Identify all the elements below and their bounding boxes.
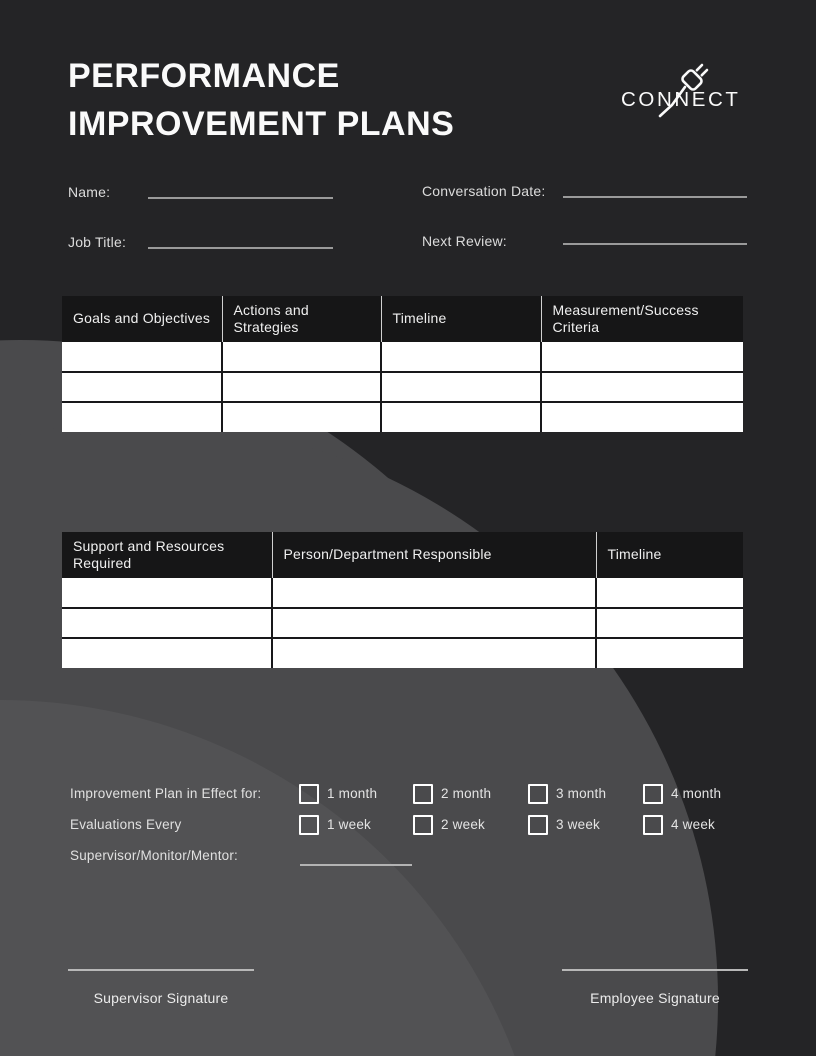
checkbox-label: 2 week bbox=[441, 817, 485, 832]
checkbox-label: 3 month bbox=[556, 786, 607, 801]
supervisor-mentor-input-line[interactable] bbox=[300, 864, 412, 866]
checkbox-label: 1 week bbox=[327, 817, 371, 832]
table-cell[interactable] bbox=[596, 638, 743, 668]
goals-col-header: Goals and Objectives bbox=[62, 296, 222, 342]
supervisor-signature-line[interactable] bbox=[68, 969, 254, 971]
checkbox-label: 3 week bbox=[556, 817, 600, 832]
table-cell[interactable] bbox=[62, 638, 272, 668]
checkbox-1-month[interactable] bbox=[299, 784, 319, 804]
table-cell[interactable] bbox=[541, 372, 743, 402]
supervisor-signature-label: Supervisor Signature bbox=[93, 990, 229, 1006]
checkbox-4-month[interactable] bbox=[643, 784, 663, 804]
page-title-line1: PERFORMANCE bbox=[68, 57, 340, 95]
table-cell[interactable] bbox=[62, 372, 222, 402]
support-table-header-row bbox=[62, 532, 743, 578]
support-col-header: Support and Resources Required bbox=[62, 532, 272, 578]
page-title-line2: IMPROVEMENT PLANS bbox=[68, 105, 455, 143]
support-table bbox=[62, 532, 743, 668]
table-cell[interactable] bbox=[62, 342, 222, 372]
checkbox-label: 2 month bbox=[441, 786, 492, 801]
table-cell[interactable] bbox=[222, 342, 381, 372]
table-row bbox=[62, 608, 743, 638]
conversation-date-label: Conversation Date: bbox=[422, 183, 546, 199]
table-cell[interactable] bbox=[62, 578, 272, 608]
effect-for-label: Improvement Plan in Effect for: bbox=[70, 786, 262, 801]
employee-signature-line[interactable] bbox=[562, 969, 748, 971]
checkbox-label: 4 week bbox=[671, 817, 715, 832]
timeline2-col-header: Timeline bbox=[596, 532, 743, 578]
table-cell[interactable] bbox=[222, 402, 381, 432]
logo-text: CONNECT bbox=[621, 88, 741, 111]
table-cell[interactable] bbox=[272, 608, 596, 638]
table-cell[interactable] bbox=[541, 402, 743, 432]
table-cell[interactable] bbox=[62, 608, 272, 638]
employee-signature-label: Employee Signature bbox=[590, 990, 720, 1006]
table-cell[interactable] bbox=[381, 342, 541, 372]
table-cell[interactable] bbox=[596, 608, 743, 638]
name-label: Name: bbox=[68, 184, 111, 200]
job-title-input-line[interactable] bbox=[148, 247, 333, 249]
conversation-date-input-line[interactable] bbox=[563, 196, 747, 198]
checkbox-3-month[interactable] bbox=[528, 784, 548, 804]
table-cell[interactable] bbox=[381, 402, 541, 432]
checkbox-2-week[interactable] bbox=[413, 815, 433, 835]
table-cell[interactable] bbox=[596, 578, 743, 608]
timeline-col-header: Timeline bbox=[381, 296, 541, 342]
table-cell[interactable] bbox=[541, 342, 743, 372]
actions-col-header: Actions and Strategies bbox=[222, 296, 381, 342]
checkbox-1-week[interactable] bbox=[299, 815, 319, 835]
table-row bbox=[62, 638, 743, 668]
table-row bbox=[62, 372, 743, 402]
next-review-input-line[interactable] bbox=[563, 243, 747, 245]
checkbox-label: 4 month bbox=[671, 786, 722, 801]
job-title-label: Job Title: bbox=[68, 234, 127, 250]
connect-logo bbox=[620, 42, 750, 122]
evaluations-every-label: Evaluations Every bbox=[70, 817, 182, 832]
table-cell[interactable] bbox=[381, 372, 541, 402]
checkbox-label: 1 month bbox=[327, 786, 378, 801]
checkbox-2-month[interactable] bbox=[413, 784, 433, 804]
measurement-col-header: Measurement/Success Criteria bbox=[541, 296, 743, 342]
table-cell[interactable] bbox=[272, 578, 596, 608]
goals-table bbox=[62, 296, 743, 432]
table-row bbox=[62, 342, 743, 372]
goals-table-header-row bbox=[62, 296, 743, 342]
person-col-header: Person/Department Responsible bbox=[272, 532, 596, 578]
table-cell[interactable] bbox=[222, 372, 381, 402]
page-title bbox=[68, 52, 454, 148]
supervisor-mentor-label: Supervisor/Monitor/Mentor: bbox=[70, 848, 239, 863]
next-review-label: Next Review: bbox=[422, 233, 507, 249]
checkbox-3-week[interactable] bbox=[528, 815, 548, 835]
table-row bbox=[62, 578, 743, 608]
table-cell[interactable] bbox=[62, 402, 222, 432]
name-input-line[interactable] bbox=[148, 197, 333, 199]
table-cell[interactable] bbox=[272, 638, 596, 668]
table-row bbox=[62, 402, 743, 432]
checkbox-4-week[interactable] bbox=[643, 815, 663, 835]
